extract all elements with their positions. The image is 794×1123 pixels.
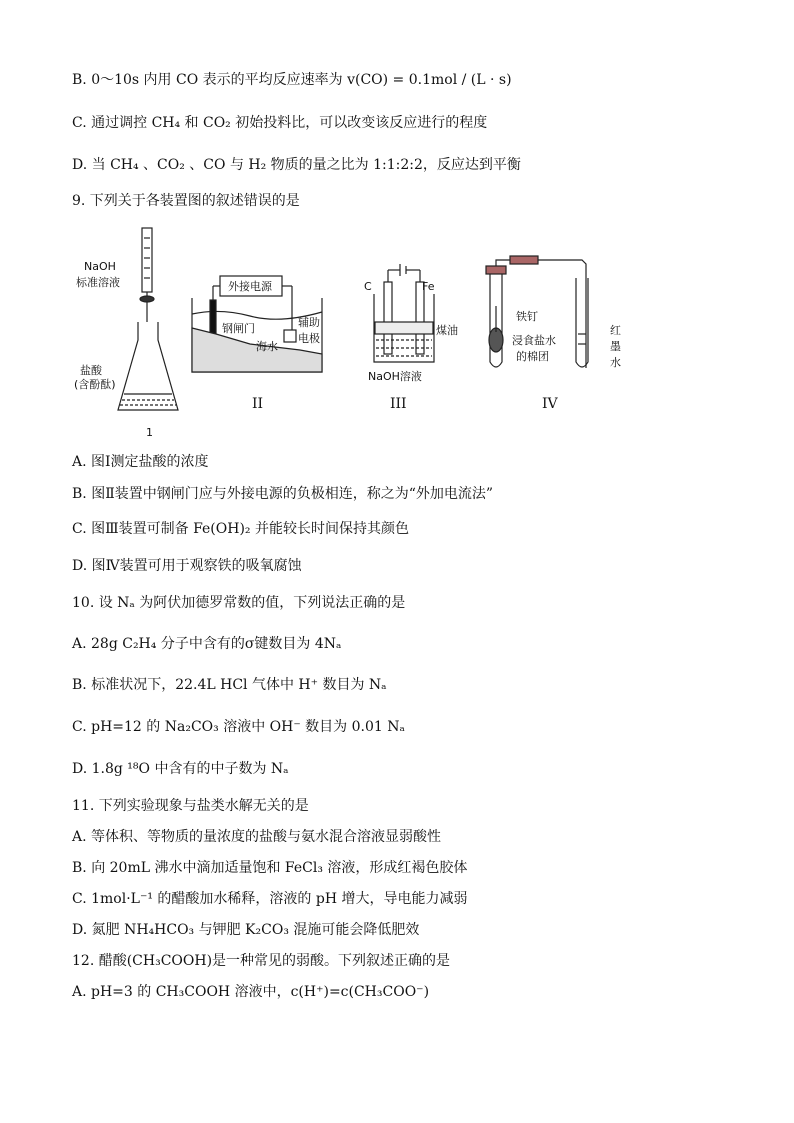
figure-4-number: IV — [542, 396, 558, 412]
option-9d: D. 图Ⅳ装置可用于观察铁的吸氧腐蚀 — [72, 558, 302, 574]
label-naoh: NaOH — [84, 260, 116, 273]
label-iron: Fe — [422, 280, 435, 293]
label-aux-1: 辅助 — [298, 316, 320, 329]
option-11d: D. 氮肥 NH₄HCO₃ 与钾肥 K₂CO₃ 混施可能会降低肥效 — [72, 922, 420, 938]
option-10c: C. pH=12 的 Na₂CO₃ 溶液中 OH⁻ 数目为 0.01 Nₐ — [72, 719, 405, 735]
label-hcl: 盐酸 — [80, 364, 102, 377]
option-11b: B. 向 20mL 沸水中滴加适量饱和 FeCl₃ 溶液，形成红褐色胶体 — [72, 860, 468, 876]
question-10: 10. 设 Nₐ 为阿伏加德罗常数的值，下列说法正确的是 — [72, 595, 406, 611]
label-red-1: 红 — [610, 324, 621, 337]
option-12a: A. pH=3 的 CH₃COOH 溶液中，c(H⁺)=c(CH₃COO⁻) — [72, 984, 430, 1000]
option-8d: D. 当 CH₄ 、CO₂ 、CO 与 H₂ 物质的量之比为 1:1:2:2，反应达到平衡 — [72, 157, 521, 173]
figure-3-number: III — [390, 396, 407, 412]
label-red-2: 墨 — [610, 340, 621, 353]
question-11: 11. 下列实验现象与盐类水解无关的是 — [72, 798, 309, 814]
label-kerosene: 煤油 — [436, 324, 458, 337]
figure-2-number: II — [252, 396, 264, 412]
option-10b: B. 标准状况下，22.4L HCl 气体中 H⁺ 数目为 Nₐ — [72, 677, 387, 693]
figure-1 — [118, 228, 178, 410]
option-9b: B. 图Ⅱ装置中钢闸门应与外接电源的负极相连，称之为“外加电流法” — [72, 486, 494, 502]
label-red-3: 水 — [610, 356, 621, 369]
label-salt-soaked-2: 的棉团 — [516, 350, 549, 363]
label-phenolphthalein: (含酚酞) — [74, 378, 116, 391]
label-seawater: 海水 — [256, 340, 278, 353]
question-9: 9. 下列关于各装置图的叙述错误的是 — [72, 193, 300, 209]
question-12: 12. 醋酸(CH₃COOH)是一种常见的弱酸。下列叙述正确的是 — [72, 953, 451, 969]
figure-3 — [374, 264, 434, 362]
apparatus-figures — [70, 222, 630, 444]
label-steel-gate: 钢闸门 — [222, 322, 255, 335]
label-carbon: C — [364, 280, 372, 293]
option-11c: C. 1mol·L⁻¹ 的醋酸加水稀释，溶液的 pH 增大，导电能力减弱 — [72, 891, 468, 907]
label-naoh-solution: NaOH溶液 — [368, 370, 422, 383]
option-11a: A. 等体积、等物质的量浓度的盐酸与氨水混合溶液显弱酸性 — [72, 829, 442, 845]
option-8c: C. 通过调控 CH₄ 和 CO₂ 初始投料比，可以改变该反应进行的程度 — [72, 115, 488, 131]
label-std-solution: 标准溶液 — [76, 276, 120, 289]
label-salt-soaked-1: 浸食盐水 — [512, 334, 556, 347]
label-power-supply: 外接电源 — [228, 280, 272, 293]
label-aux-2: 电极 — [298, 332, 320, 345]
option-9a: A. 图Ⅰ测定盐酸的浓度 — [72, 454, 209, 470]
option-9c: C. 图Ⅲ装置可制备 Fe(OH)₂ 并能较长时间保持其颜色 — [72, 521, 409, 537]
option-10a: A. 28g C₂H₄ 分子中含有的σ键数目为 4Nₐ — [72, 636, 342, 652]
option-10d: D. 1.8g ¹⁸O 中含有的中子数为 Nₐ — [72, 761, 289, 777]
figure-1-number: 1 — [146, 426, 153, 439]
label-iron-nail: 铁钉 — [516, 310, 538, 323]
option-8b: B. 0～10s 内用 CO 表示的平均反应速率为 v(CO) = 0.1mol / (L · s) — [72, 72, 512, 88]
